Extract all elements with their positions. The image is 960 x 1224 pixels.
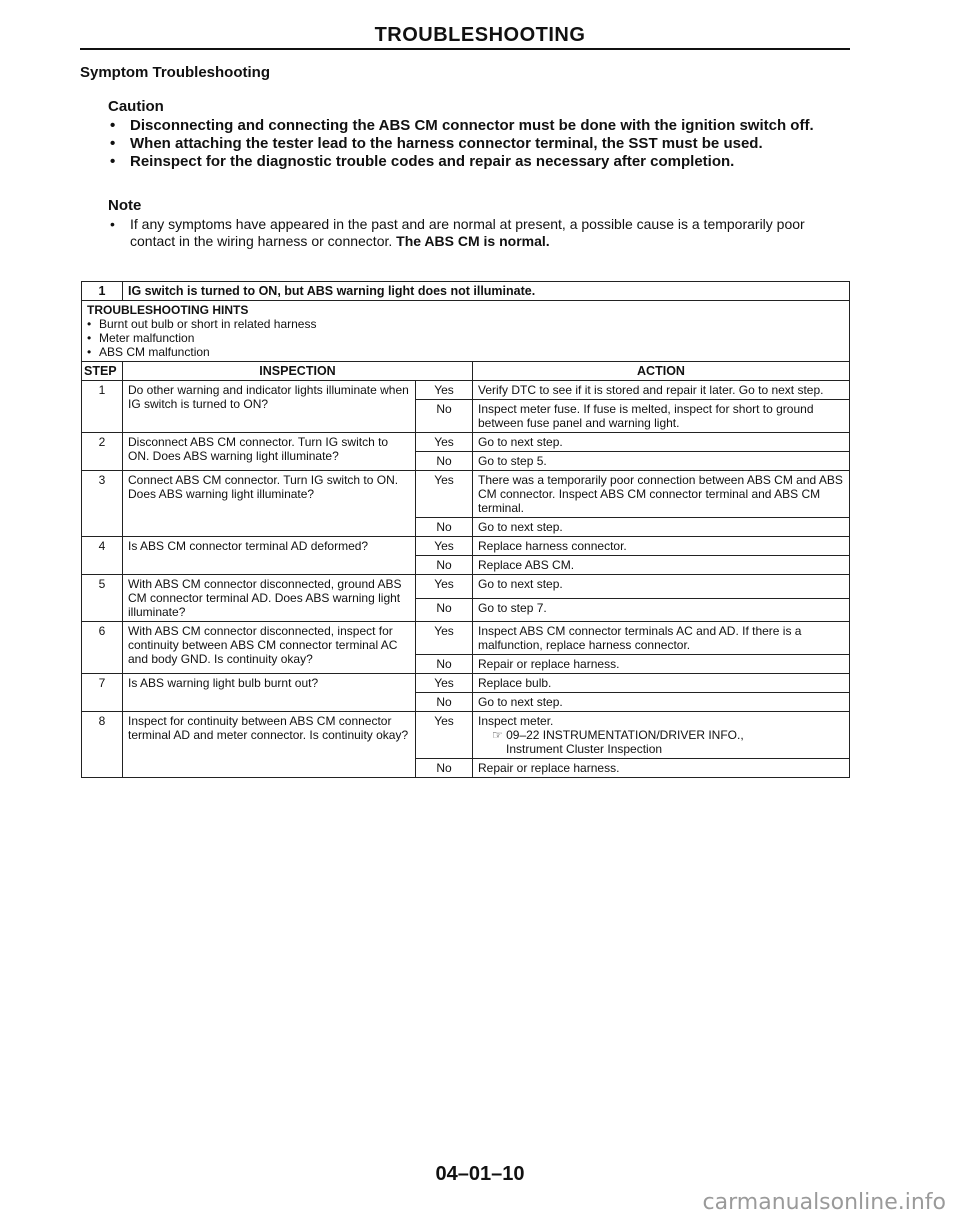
caution-item: • Disconnecting and connecting the ABS CM connector must be done with the ignition switch off. xyxy=(108,117,848,135)
page-header-title: TROUBLESHOOTING xyxy=(374,24,586,46)
inspection-column-header: INSPECTION xyxy=(123,362,473,381)
table-row xyxy=(82,674,850,693)
header-rule xyxy=(80,48,850,50)
step-number: 2 xyxy=(82,433,123,471)
yes-action xyxy=(473,712,850,759)
caution-list xyxy=(108,117,848,171)
step-column-header: STEP xyxy=(82,362,123,381)
no-action: Repair or replace harness. xyxy=(473,655,850,674)
no-action: Go to next step. xyxy=(473,518,850,537)
step-number: 4 xyxy=(82,537,123,575)
step-number: 3 xyxy=(82,471,123,537)
reference-link: ☞ 09–22 INSTRUMENTATION/DRIVER INFO., xyxy=(492,728,744,742)
hints-title: TROUBLESHOOTING HINTS xyxy=(87,303,249,317)
no-label: No xyxy=(416,759,473,778)
table-row xyxy=(82,471,850,518)
no-label: No xyxy=(416,556,473,575)
hints-list xyxy=(87,317,844,359)
hints-cell xyxy=(82,301,850,362)
no-label: No xyxy=(416,655,473,674)
yes-action: Go to next step. xyxy=(473,433,850,452)
no-label: No xyxy=(416,452,473,471)
note-item xyxy=(108,216,838,250)
caution-item: • Reinspect for the diagnostic trouble codes and repair as necessary after completion. xyxy=(108,153,848,171)
table-row xyxy=(82,537,850,556)
note-text: If any symptoms have appeared in the past and are normal at present, a possible cause is a temporarily poor contact in the wiring harness or connector. xyxy=(130,216,805,249)
table-row xyxy=(82,381,850,400)
page-number: 04–01–10 xyxy=(435,1163,525,1185)
hint-item: • Burnt out bulb or short in related harness xyxy=(87,317,844,331)
hint-item: • Meter malfunction xyxy=(87,331,844,345)
yes-action: Inspect ABS CM connector terminals AC and AD. If there is a malfunction, replace harness connector. xyxy=(473,622,850,655)
step-inspection: Is ABS warning light bulb burnt out? xyxy=(123,674,416,712)
step-inspection: Is ABS CM connector terminal AD deformed? xyxy=(123,537,416,575)
table-row xyxy=(82,712,850,759)
hints-row xyxy=(82,301,850,362)
no-action: Go to step 5. xyxy=(473,452,850,471)
step-inspection: Connect ABS CM connector. Turn IG switch to ON. Does ABS warning light illuminate? xyxy=(123,471,416,537)
no-label: No xyxy=(416,598,473,622)
step-number: 6 xyxy=(82,622,123,674)
symptom-number: 1 xyxy=(82,282,123,301)
no-label: No xyxy=(416,693,473,712)
no-action: Inspect meter fuse. If fuse is melted, inspect for short to ground between fuse panel and warning light. xyxy=(473,400,850,433)
no-action: Replace ABS CM. xyxy=(473,556,850,575)
table-title-row xyxy=(82,282,850,301)
action-column-header: ACTION xyxy=(473,362,850,381)
no-action: Go to next step. xyxy=(473,693,850,712)
note-bold-text: The ABS CM is normal. xyxy=(396,233,550,249)
step-number: 8 xyxy=(82,712,123,778)
no-action: Go to step 7. xyxy=(473,598,850,622)
yes-label: Yes xyxy=(416,674,473,693)
table-row xyxy=(82,433,850,452)
table-row xyxy=(82,622,850,655)
yes-label: Yes xyxy=(416,622,473,655)
note-list xyxy=(108,216,838,250)
step-inspection: With ABS CM connector disconnected, inspect for continuity between ABS CM connector terminal AC and body GND. Is continuity okay? xyxy=(123,622,416,674)
yes-action: Replace bulb. xyxy=(473,674,850,693)
watermark-text: carmanualsonline.info xyxy=(702,1190,946,1215)
yes-action-text: Inspect meter. xyxy=(478,714,554,728)
table-header-row xyxy=(82,362,850,381)
table-row xyxy=(82,575,850,599)
note-title: Note xyxy=(108,197,142,214)
yes-label: Yes xyxy=(416,575,473,599)
step-inspection: Do other warning and indicator lights illuminate when IG switch is turned to ON? xyxy=(123,381,416,433)
yes-label: Yes xyxy=(416,381,473,400)
caution-item: • When attaching the tester lead to the harness connector terminal, the SST must be used. xyxy=(108,135,848,153)
section-title: Symptom Troubleshooting xyxy=(80,64,270,81)
caution-title: Caution xyxy=(108,98,164,115)
step-number: 1 xyxy=(82,381,123,433)
caution-block xyxy=(108,98,848,171)
no-label: No xyxy=(416,400,473,433)
step-number: 7 xyxy=(82,674,123,712)
yes-label: Yes xyxy=(416,471,473,518)
hint-item: • ABS CM malfunction xyxy=(87,345,844,359)
step-inspection: Disconnect ABS CM connector. Turn IG switch to ON. Does ABS warning light illuminate? xyxy=(123,433,416,471)
step-inspection: Inspect for continuity between ABS CM connector terminal AD and meter connector. Is continuity okay? xyxy=(123,712,416,778)
reference-link-title: Instrument Cluster Inspection xyxy=(506,742,663,756)
yes-action: There was a temporarily poor connection between ABS CM and ABS CM connector. Inspect ABS CM connector terminal and ABS CM terminal. xyxy=(473,471,850,518)
note-block xyxy=(108,197,838,250)
symptom-title: IG switch is turned to ON, but ABS warning light does not illuminate. xyxy=(123,282,850,301)
yes-action: Verify DTC to see if it is stored and repair it later. Go to next step. xyxy=(473,381,850,400)
yes-label: Yes xyxy=(416,537,473,556)
step-inspection: With ABS CM connector disconnected, ground ABS CM connector terminal AD. Does ABS warning light illuminate? xyxy=(123,575,416,622)
yes-label: Yes xyxy=(416,712,473,759)
no-label: No xyxy=(416,518,473,537)
yes-label: Yes xyxy=(416,433,473,452)
troubleshooting-table xyxy=(81,281,850,778)
yes-action: Replace harness connector. xyxy=(473,537,850,556)
step-number: 5 xyxy=(82,575,123,622)
no-action: Repair or replace harness. xyxy=(473,759,850,778)
yes-action: Go to next step. xyxy=(473,575,850,599)
